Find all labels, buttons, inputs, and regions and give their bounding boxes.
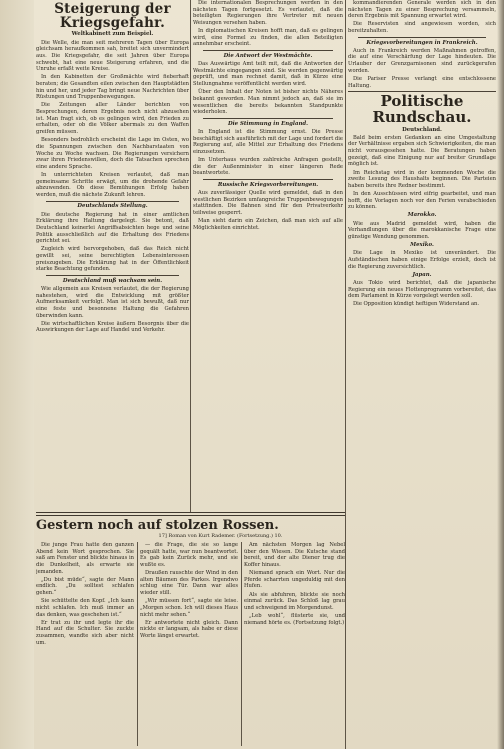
article-paragraph: In unterrichteten Kreisen verlautet, daß man gemeinsame Schritte erwägt, um die drohende Gefahr abzuwenden. Ob diese Bemühungen Erfolg haben werden, muß die nächste Zukunft lehren. bbox=[36, 172, 189, 198]
rundschau-subheadline: Deutschland. bbox=[402, 126, 442, 133]
serial-column bbox=[36, 542, 134, 746]
serial-paragraph: Draußen rauschte der Wind in den alten Bäumen des Parkes. Irgendwo schlug eine Tür. Dann war alles wieder still. bbox=[140, 570, 238, 597]
serial-paragraph: „Leb wohl“, flüsterte sie, und niemand hörte es. (Fortsetzung folgt.) bbox=[244, 613, 345, 626]
serial-number: 17] bbox=[158, 533, 167, 539]
serial-chapter: 10. bbox=[274, 533, 283, 539]
column-rule bbox=[345, 0, 346, 749]
rundschau-headline: Politische Rundschau. bbox=[372, 92, 472, 126]
section-heading: Deutschlands Stellung. bbox=[77, 203, 148, 210]
serial-paragraph: Niemand sprach ein Wort. Nur die Pferde scharrten ungeduldig mit den Hufen. bbox=[244, 570, 345, 590]
feuilleton-rule bbox=[36, 515, 345, 516]
section-heading: Die Stimmung in England. bbox=[227, 120, 309, 127]
column-2 bbox=[193, 0, 343, 512]
article-paragraph: Das Auswärtige Amt teilt mit, daß die Antworten der Westmächte eingegangen sind. Sie werden gegenwärtig geprüft, und man rechnet damit, daß in Kürze eine Stellungnahme veröffentlicht werden wird. bbox=[193, 61, 343, 88]
section-divider bbox=[358, 37, 486, 38]
article-paragraph: Wie aus Madrid gemeldet wird, haben die Verhandlungen über die marokkanische Frage eine günstige Wendung genommen. bbox=[348, 220, 496, 240]
column-rule bbox=[137, 542, 138, 746]
column-rule bbox=[241, 542, 242, 746]
serial-paragraph: „Du bist müde“, sagte der Mann endlich. „Du solltest schlafen gehen.“ bbox=[36, 576, 134, 597]
section-divider bbox=[46, 201, 179, 202]
article-paragraph: In diplomatischen Kreisen hofft man, daß es gelingen wird, eine Formel zu finden, die allen Beteiligten annehmbar erscheint. bbox=[193, 28, 343, 48]
section-heading: Japan. bbox=[412, 271, 432, 278]
article-paragraph: Die Pariser Presse verlangt eine entschlossene Haltung. bbox=[348, 75, 496, 89]
article-paragraph: Die Lage in Mexiko ist unverändert. Die Aufständischen haben einige Erfolge erzielt, doch ist die Regierung zuversichtlich. bbox=[348, 250, 496, 270]
serial-paragraph: Als sie abfuhren, blickte sie noch einmal zurück. Das Schloß lag grau und schweigend im Morgendunst. bbox=[244, 591, 345, 611]
section-heading: Mexiko. bbox=[410, 242, 434, 249]
serial-column bbox=[244, 542, 345, 746]
column-rule bbox=[190, 0, 191, 512]
article-paragraph: Im Unterhaus wurden zahlreiche Anfragen gestellt, die der Außenminister in einer längeren Rede beantwortete. bbox=[193, 156, 343, 177]
serial-paragraph: Er trat zu ihr und legte ihr die Hand auf die Schulter. Sie zuckte zusammen, wandte sich aber nicht um. bbox=[36, 619, 134, 646]
article-headline: Steigerung der Kriegsgefahr. bbox=[54, 1, 171, 32]
article-paragraph: Die Welle, die man seit mehreren Tagen über Europa gleichsam heraufkommen sah, breitet sich unvermindert aus. Die Kriegsgefahr, die seit Jahren über Europa schwebt, hat eine neue Steigerung erfahren, und die Unruhe erfaßt weite Kreise. bbox=[36, 39, 189, 73]
column-1 bbox=[36, 0, 189, 512]
section-heading: Russische Kriegsvorbereitungen. bbox=[217, 181, 319, 188]
article-paragraph: kommandierenden Generale werden sich in den nächsten Tagen zu einer Besprechung versammeln, deren Ergebnis mit Spannung erwartet wird. bbox=[348, 0, 496, 20]
article-paragraph: Die internationalen Besprechungen werden in den nächsten Tagen fortgesetzt. Es verlautet, daß die beteiligten Regierungen ihre Vertreter mit neuen Weisungen versehen haben. bbox=[193, 0, 343, 26]
article-paragraph: Man sieht darin ein Zeichen, daß man sich auf alle Möglichkeiten einrichtet. bbox=[193, 218, 343, 231]
article-paragraph: Aus zuverlässiger Quelle wird gemeldet, daß in den westlichen Bezirken umfangreiche Truppenbewegungen stattfinden. Die Bahnen sind für den Privatverkehr teilweise gesperrt. bbox=[193, 189, 343, 216]
serial-paragraph: — die Frage, die sie so lange gequält hatte, war nun beantwortet. Es gab kein Zurück mehr, und sie wußte es. bbox=[140, 542, 238, 568]
section-heading: Kriegsvorbereitungen in Frankreich. bbox=[366, 39, 478, 46]
article-paragraph: Im Reichstag wird in der kommenden Woche die zweite Lesung des Haushalts beginnen. Die Parteien haben bereits ihre Redner bestimmt. bbox=[348, 169, 496, 189]
section-divider bbox=[203, 179, 333, 180]
serial-title: Gestern noch auf stolzen Rossen. bbox=[36, 518, 279, 533]
serial-paragraph: „Wir müssen fort“, sagte sie leise. „Morgen schon. Ich will dieses Haus nicht mehr sehen.“ bbox=[140, 598, 238, 618]
article-paragraph: Aus Tokio wird berichtet, daß die japanische Regierung ein neues Flottenprogramm vorbereitet, das dem Parlament in Kürze vorgelegt werden soll. bbox=[348, 279, 496, 300]
article-paragraph: Die Reservisten sind angewiesen worden, sich bereitzuhalten. bbox=[348, 21, 496, 35]
article-paragraph: Besonders bedrohlich erscheint die Lage im Osten, wo die Spannungen zwischen den Nachbarstaaten von Woche zu Woche wachsen. Die Regierungen versichern zwar ihren Friedenswillen, doch die Tatsachen sprechen eine andere Sprache. bbox=[36, 137, 189, 170]
serial-column bbox=[140, 542, 238, 746]
column-3 bbox=[348, 0, 496, 749]
article-paragraph: Über den Inhalt der Noten ist bisher nichts Näheres bekannt geworden. Man nimmt jedoch an, daß sie im wesentlichen die bereits bekannten Standpunkte wiederholen. bbox=[193, 89, 343, 116]
section-heading: Die Antwort der Westmächte. bbox=[223, 52, 313, 59]
serial-paragraph: Sie schüttelte den Kopf. „Ich kann nicht schlafen. Ich muß immer an das denken, was geschehen ist.“ bbox=[36, 598, 134, 618]
page-margin bbox=[0, 0, 34, 749]
serial-columns bbox=[36, 542, 345, 746]
section-divider bbox=[46, 275, 179, 276]
article-paragraph: In den Ausschüssen wird eifrig gearbeitet, und man hofft, die Vorlagen noch vor den Ferien verabschieden zu können. bbox=[348, 190, 496, 211]
serial-paragraph: Die junge Frau hatte den ganzen Abend kein Wort gesprochen. Sie saß am Fenster und blickte hinaus in die Dunkelheit, als erwarte sie jemanden. bbox=[36, 542, 134, 575]
serial-header bbox=[36, 518, 345, 533]
section-divider bbox=[203, 118, 333, 119]
section-heading: Marokko. bbox=[407, 212, 437, 219]
article-paragraph: Zugleich wird hervorgehoben, daß das Reich nicht gewillt sei, seine berechtigten Lebensinteressen preiszugeben. Die Erklärung hat in der Öffentlichkeit starke Beachtung gefunden. bbox=[36, 246, 189, 273]
serial-author-line bbox=[96, 533, 345, 539]
article-paragraph: Die Opposition kündigt heftigen Widerstand an. bbox=[353, 301, 480, 308]
article-paragraph: Wie allgemein aus Kreisen verlautet, die der Regierung nahestehen, wird die Entwicklung mit größter Aufmerksamkeit verfolgt. Man ist sich bewußt, daß nur eine feste und besonnene Haltung die Gefahren überwinden kann. bbox=[36, 286, 189, 319]
article-paragraph: Die wirtschaftlichen Kreise äußern Besorgnis über die Auswirkungen der Lage auf Handel und Verkehr. bbox=[36, 320, 189, 334]
section-heading: Deutschland muß wachsam sein. bbox=[62, 277, 163, 284]
serial-paragraph: Er antwortete nicht gleich. Dann nickte er langsam, als habe er diese Worte längst erwartet. bbox=[140, 619, 238, 640]
article-paragraph: Die Zeitungen aller Länder berichten von Besprechungen, deren Ergebnis noch nicht abzusehen ist. Man fragt sich, ob es gelingen wird, den Frieden zu erhalten, oder ob die Völker abermals zu den Waffen greifen müssen. bbox=[36, 102, 189, 136]
serial-author: Roman von Kurt Rademer. bbox=[168, 533, 236, 539]
article-paragraph: Bald beim ersten Gedanken an eine Umgestaltung der Verhältnisse ergaben sich Schwierigkeiten, die man nicht vorausgesehen hatte. Die Beratungen haben gezeigt, daß eine Einigung nur auf breiter Grundlage möglich ist. bbox=[348, 134, 496, 168]
article-paragraph: In den Kabinetten der Großmächte wird fieberhaft beraten; die Gesandten eilen zwischen den Hauptstädten hin und her, und jeder Tag bringt neue Nachrichten über Rüstungen und Truppenbewegungen. bbox=[36, 74, 189, 101]
article-subheadline: Weltkabinett zum Beispiel. bbox=[71, 31, 154, 38]
serial-paragraph: Am nächsten Morgen lag Nebel über den Wiesen. Die Kutsche stand bereit, und der alte Diener trug die Koffer hinaus. bbox=[244, 542, 345, 568]
section-divider bbox=[203, 50, 333, 51]
serial-part: (Fortsetzung.) bbox=[237, 533, 273, 539]
feuilleton-rule bbox=[36, 512, 345, 513]
article-paragraph: In England ist die Stimmung ernst. Die Presse beschäftigt sich ausführlich mit der Lage und fordert die Regierung auf, alle Mittel zur Erhaltung des Friedens einzusetzen. bbox=[193, 128, 343, 155]
article-paragraph: Die deutsche Regierung hat in einer amtlichen Erklärung ihre Haltung dargelegt. Sie betont, daß Deutschland keinerlei Angriffsabsichten hege und seine Politik ausschließlich auf die Erhaltung des Friedens gerichtet sei. bbox=[36, 211, 189, 245]
page-edge-shadow bbox=[497, 0, 504, 749]
serial-novel bbox=[36, 518, 345, 746]
article-paragraph: Auch in Frankreich werden Maßnahmen getroffen, die auf eine Verschärfung der Lage hindeuten. Die Urlauber der Grenzgarnisonen sind zurückgerufen worden. bbox=[348, 47, 496, 74]
